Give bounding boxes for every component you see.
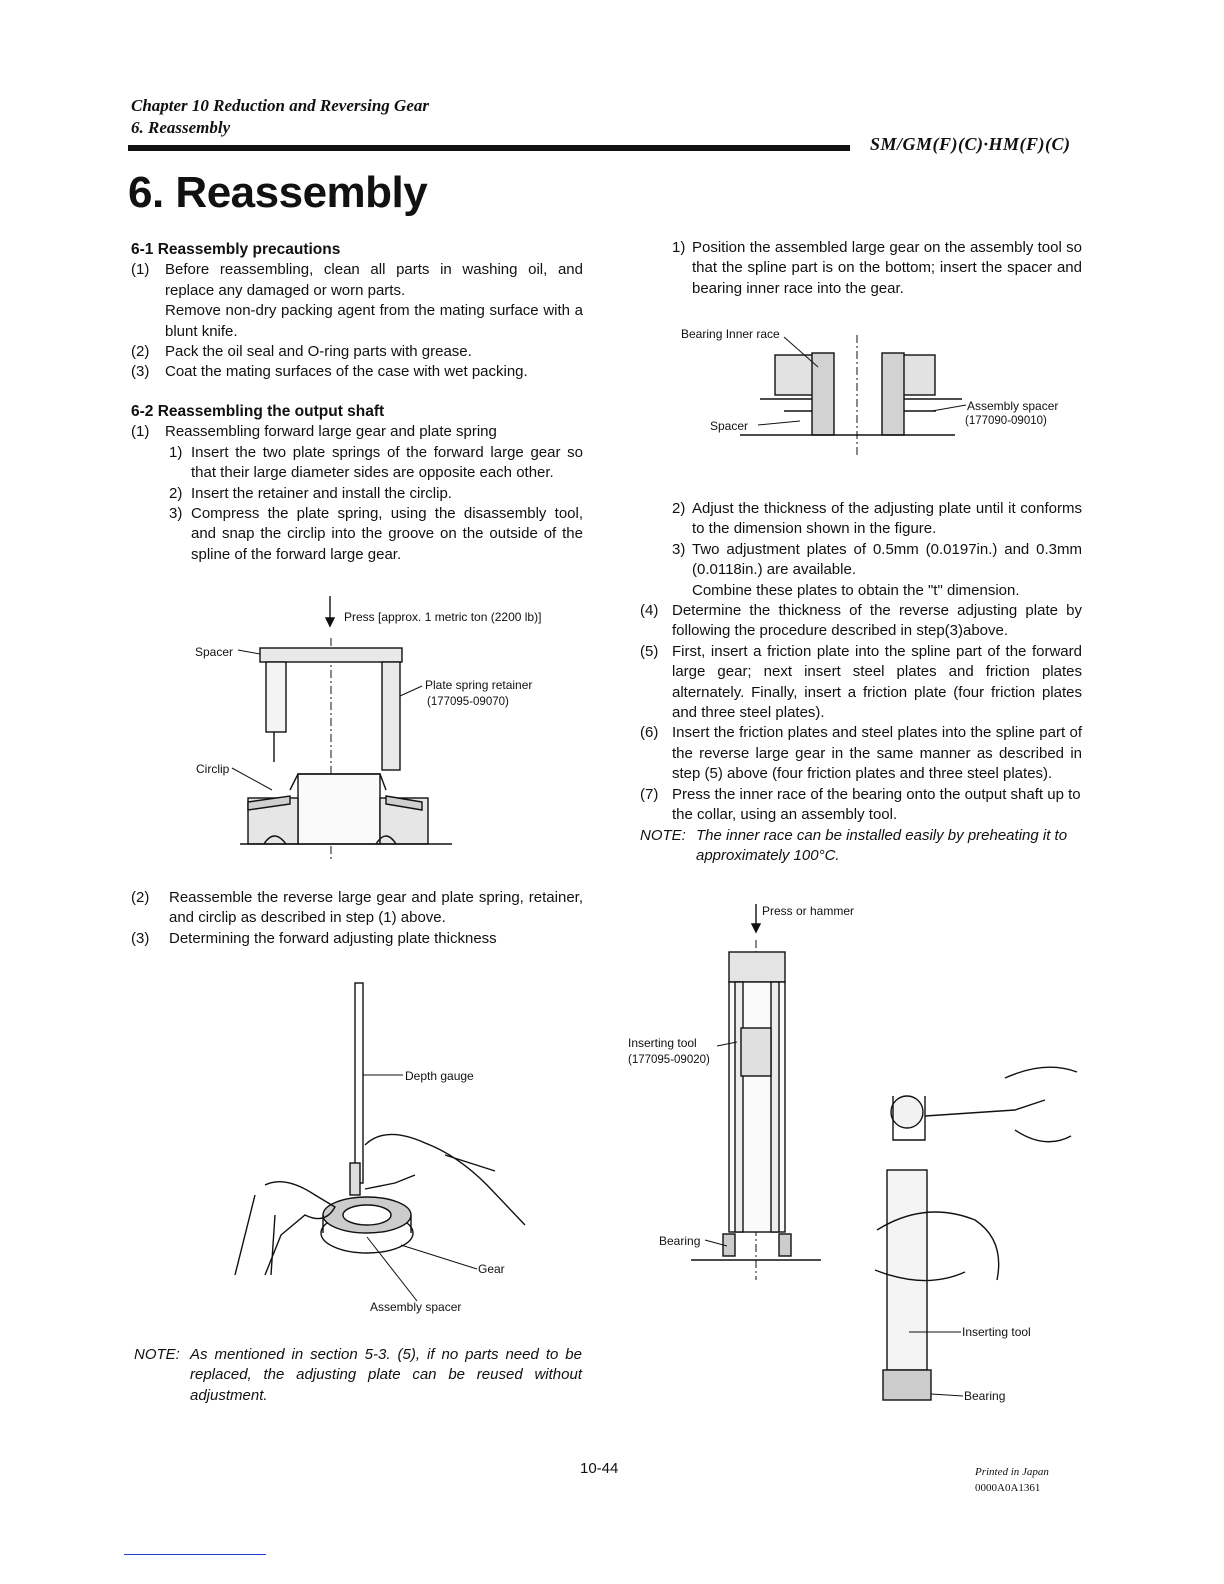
list-item: 2) Adjust the thickness of the adjusting plate until it conforms to the dimension shown in the figure. [672, 500, 1082, 538]
list-item: 2) Insert the retainer and install the circlip. [169, 484, 452, 502]
fig3-bearing-inner-race-label: Bearing Inner race [681, 327, 780, 341]
chapter-title: Chapter 10 Reduction and Reversing Gear [131, 96, 429, 115]
list-item: 1) Insert the two plate springs of the forward large gear so that their large diameter sides are opposite each other. [169, 443, 583, 482]
list-item: (1) Reassembling forward large gear and plate spring [131, 423, 497, 441]
list-item: (4) Determine the thickness of the reverse adjusting plate by following the procedure described in step(3)above. [640, 602, 1082, 640]
list-item: Combine these plates to obtain the "t" dimension. [692, 581, 1020, 599]
section-6-2-heading: 6-2 Reassembling the output shaft [131, 403, 385, 420]
fig4-inserting-tool2-label: Inserting tool [962, 1325, 1031, 1339]
figure-bearing-inner-race [700, 325, 1080, 465]
list-item: (5) First, insert a friction plate into the spline part of the forward large gear; next insert steel plates and friction plates alternately. Finally, insert a friction plate (four friction plates and three steel plates). [640, 642, 1082, 722]
list-item: 3) Compress the plate spring, using the disassembly tool, and snap the circlip into the groove on the outside of the spline of the forward large gear. [169, 505, 583, 563]
fig3-spacer-label: Spacer [710, 419, 749, 433]
list-item: (2) Pack the oil seal and O-ring parts with grease. [131, 343, 472, 361]
fig1-press-label: Press [approx. 1 metric ton (2200 lb)] [344, 610, 542, 624]
fig1-spacer-label: Spacer [195, 645, 234, 659]
list-item: (1) Before reassembling, clean all parts in washing oil, and replace any damaged or worn parts. [131, 261, 583, 299]
document-code: 0000A0A1361 [975, 1482, 1041, 1494]
section-6-1-heading: 6-1 Reassembly precautions [131, 241, 341, 258]
fig4-inserting-tool-pn: (177095-09020) [628, 1054, 710, 1066]
list-item: (6) Insert the friction plates and steel plates into the spline part of the reverse large gear in the same manner as described in step (5) above (four friction plates and three steel plates). [640, 724, 1082, 783]
list-item: (3) Determining the forward adjusting plate thickness [131, 929, 497, 947]
list-item: Remove non-dry packing agent from the mating surface with a blunt knife. [165, 302, 583, 340]
fig3-assembly-spacer-label: Assembly spacer [967, 399, 1059, 413]
fig2-depth-gauge-label: Depth gauge [405, 1069, 474, 1083]
fig4-inserting-tool-label: Inserting tool [628, 1036, 697, 1050]
list-item: (3) Coat the mating surfaces of the case with wet packing. [131, 363, 528, 381]
footnote-rule [124, 1554, 266, 1555]
fig4-bearing2-label: Bearing [964, 1389, 1006, 1403]
fig1-retainer-pn: (177095-09070) [427, 696, 509, 708]
fig2-gear-label: Gear [478, 1262, 505, 1276]
page-title: 6. Reassembly [128, 168, 428, 217]
figure-inserting-tool [625, 900, 1095, 1420]
items-2-3 [131, 888, 583, 949]
list-item: (7) Press the inner race of the bearing onto the output shaft up to the collar, using an assembly tool. [640, 785, 1081, 824]
page-number: 10-44 [580, 1460, 619, 1477]
list-item: 3) Two adjustment plates of 0.5mm (0.0197in.) and 0.3mm (0.0118in.) are available. [672, 540, 1082, 579]
figure-plate-spring-press [190, 590, 590, 890]
model-code: SM/GM(F)(C)·HM(F)(C) [870, 134, 1071, 154]
section-title: 6. Reassembly [131, 118, 231, 137]
fig1-circlip-label: Circlip [196, 762, 230, 776]
fig2-assembly-spacer-label: Assembly spacer [370, 1300, 462, 1314]
fig3-assembly-spacer-pn: (177090-09010) [965, 415, 1047, 427]
fig4-press-label: Press or hammer [762, 904, 855, 918]
printed-in-label: Printed in Japan [975, 1466, 1049, 1478]
section-6-2 [131, 402, 583, 565]
fig4-bearing-label: Bearing [659, 1234, 701, 1248]
header-rule [128, 145, 850, 151]
note-preheat: NOTE: The inner race can be installed easily by preheating it to approximately 100°C. [640, 826, 1068, 864]
step-1: 1) Position the assembled large gear on the assembly tool so that the spline part is on the bottom; insert the spacer and bearing inner race into the gear. [672, 239, 1082, 297]
fig1-retainer-label: Plate spring retainer [425, 678, 533, 692]
section-6-1 [131, 240, 583, 383]
right-steps [640, 499, 1082, 866]
note-reuse: NOTE: As mentioned in section 5-3. (5), if no parts need to be replaced, the adjusting plate can be reused without adjustment. [134, 1346, 582, 1404]
list-item: (2) Reassemble the reverse large gear and plate spring, retainer, and circlip as described in step (1) above. [131, 889, 583, 927]
